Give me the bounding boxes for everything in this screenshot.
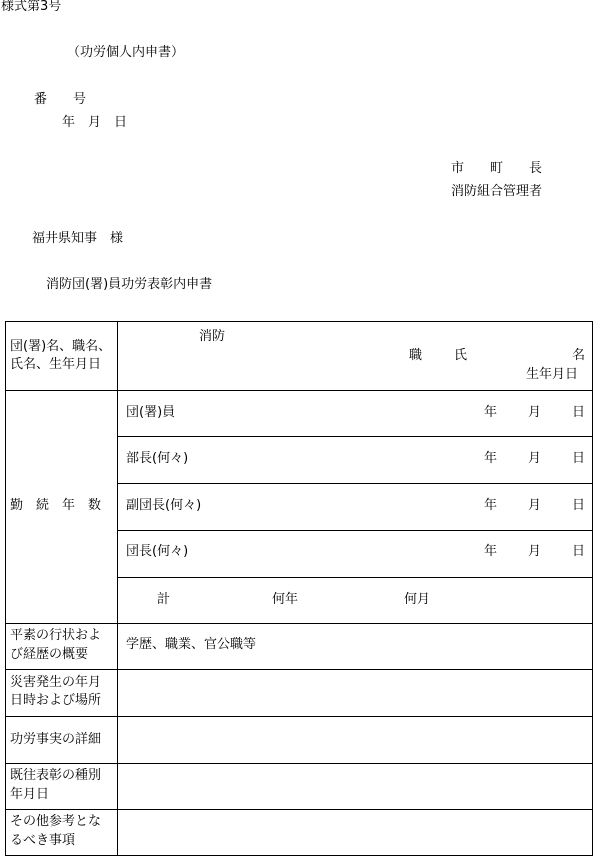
conduct-value: 学歴、職業、官公職等 (126, 637, 257, 652)
position-label: 職 (409, 348, 423, 363)
service-month-2: 月 (528, 451, 542, 466)
service-year-1: 年 (484, 405, 498, 420)
table-rule (5, 390, 593, 391)
past-awards-label-line-1: 既往表彰の種別 (10, 768, 102, 783)
given-name-label: 名 (572, 348, 586, 363)
table-border-left (5, 321, 6, 856)
document-title: 消防団(署)員功労表彰内申書 (46, 277, 213, 292)
surname-label: 氏 (454, 348, 468, 363)
service-rank-2: 部長(何々) (126, 451, 189, 466)
merit-details-label: 功労事実の詳細 (10, 732, 102, 747)
table-rule (5, 763, 593, 764)
service-year-2: 年 (484, 451, 498, 466)
affiliation-label-line-1: 団(署)名、職名、 (10, 339, 112, 354)
other-notes-label-line-2: るべき事項 (10, 833, 76, 848)
table-border-top (5, 321, 593, 322)
addressee: 福井県知事 様 (32, 231, 124, 246)
fire-department-prefix: 消防 (199, 329, 226, 344)
conduct-label-line-1: 平素の行状およ (10, 628, 102, 643)
service-rank-3: 副団長(何々) (126, 498, 202, 513)
service-total-years: 何年 (272, 592, 299, 607)
service-total-months: 何月 (404, 592, 431, 607)
form-type: （功労個人内申書） (67, 45, 185, 60)
date-label: 年 月 日 (62, 115, 128, 130)
service-total-label: 計 (157, 592, 171, 607)
issuer-line-1: 市 町 長 (451, 161, 543, 176)
service-day-4: 日 (572, 544, 586, 559)
service-day-3: 日 (572, 498, 586, 513)
table-rule (117, 436, 593, 437)
form-number: 様式第3号 (1, 0, 62, 14)
service-month-4: 月 (528, 544, 542, 559)
table-rule (117, 530, 593, 531)
service-day-1: 日 (572, 405, 586, 420)
service-rank-4: 団長(何々) (126, 544, 189, 559)
service-month-3: 月 (528, 498, 542, 513)
other-notes-label-line-1: その他参考とな (10, 814, 102, 829)
table-rule (117, 577, 593, 578)
service-years-label: 勤 続 年 数 (10, 498, 102, 513)
birth-date-label: 生年月日 (526, 367, 579, 382)
service-month-1: 月 (528, 405, 542, 420)
affiliation-label-line-2: 氏名、生年月日 (10, 357, 102, 372)
table-rule (5, 669, 593, 670)
service-year-3: 年 (484, 498, 498, 513)
past-awards-label-line-2: 年月日 (10, 787, 50, 802)
reference-number-label: 番 号 (34, 92, 87, 107)
service-rank-1: 団(署)員 (126, 405, 176, 420)
table-rule (5, 716, 593, 717)
conduct-label-line-2: び経歴の概要 (10, 647, 89, 662)
disaster-label-line-1: 災害発生の年月 (10, 675, 102, 690)
table-rule (5, 623, 593, 624)
service-day-2: 日 (572, 451, 586, 466)
table-rule (5, 809, 593, 810)
table-column-divider (117, 321, 118, 856)
issuer-line-2: 消防組合管理者 (451, 184, 543, 199)
disaster-label-line-2: 日時および場所 (10, 693, 102, 708)
service-year-4: 年 (484, 544, 498, 559)
table-border-bottom (5, 855, 593, 856)
table-rule (117, 483, 593, 484)
